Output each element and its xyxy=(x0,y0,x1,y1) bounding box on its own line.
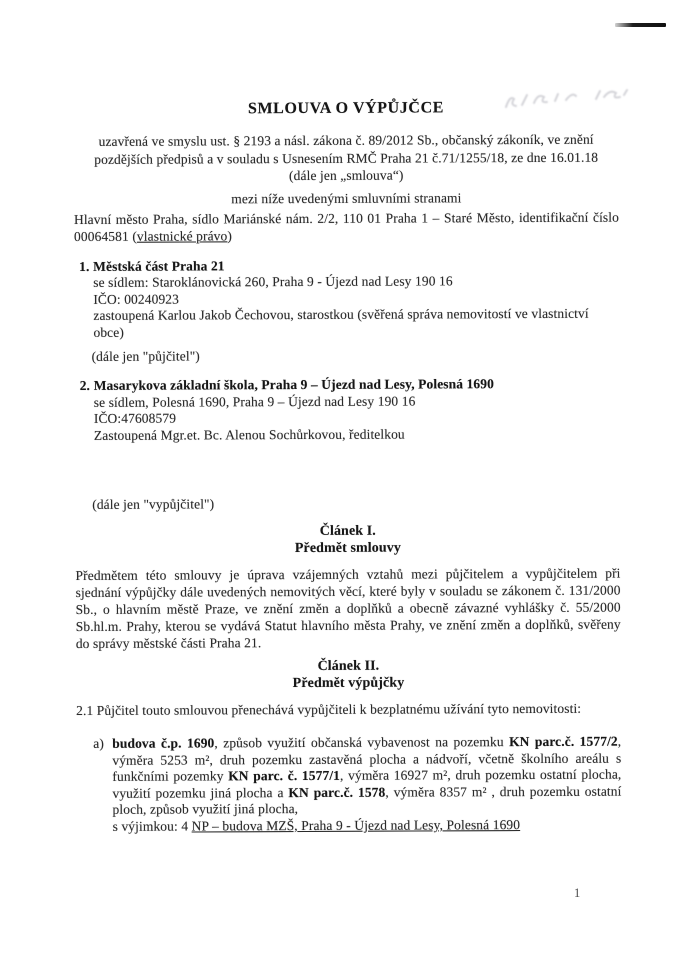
party-name: Masarykova základní škola, Praha 9 – Újezd nad Lesy, Polesná 1690 xyxy=(93,376,494,393)
article-2-number: Článek II. xyxy=(317,658,380,674)
article-1-body: Předmětem této smlouvy je úprava vzájemných vztahů mezi půjčitelem a vypůjčitelem při sjednání výpůjčky dále uvedených nemovitých věcí, které byly v souladu se zákonem č. 131/2000 Sb., o hlavním městě Praze, ve znění změn a doplňků a obecně závazné vyhlášky č. 55/2000 Sb.hl.m. Prahy, kterou se vydává Statut hlavního města Prahy, ve znění změn a doplňků, svěřeny do správy městské části Praha 21. xyxy=(75,565,621,651)
article-2-heading xyxy=(76,657,621,693)
lender-alias-line: (dále jen "půjčitel") xyxy=(91,348,200,364)
party-representative-line: zastoupená Karlou Jakob Čechovou, starostkou (svěřená správa nemovitostí ve vlastnictví obce) xyxy=(93,305,589,340)
property-item-a xyxy=(93,734,621,836)
item-a-label: a) xyxy=(93,735,104,751)
borrower-alias-line: (dále jen "vypůjčitel") xyxy=(92,496,215,512)
exception-line: s výjimkou: 4 NP – budova MZŠ, Praha 9 - Újezd nad Lesy, Polesná 1690 xyxy=(112,817,521,834)
party-details xyxy=(79,273,619,341)
party-ico-line: IČO: 00240923 xyxy=(93,291,180,307)
article-1-number: Článek I. xyxy=(319,523,376,539)
party-number: 2. xyxy=(79,377,91,393)
page-number: 1 xyxy=(574,886,581,900)
item-a-text: budova č.p. 1690, způsob využití občanská vybavenost na pozemku KN parc.č. 1577/2, výměra 5253 m², druh pozemku zastavěná plocha a nádvoří, včetně školního areálu s funkčními pozemky KN parc. č. 1577/1, výměra 16927 m², druh pozemku ostatní plocha, využití pozemku jiná plocha a KN parc.č. 1578, výměra 8357 m² , druh pozemku ostatní ploch, způsob využití jiná plocha, xyxy=(112,733,622,818)
clause-2-1: 2.1 Půjčitel touto smlouvou přenechává vypůjčiteli k bezplatnému užívání tyto nemovitosti: xyxy=(76,700,582,718)
document-content xyxy=(73,0,622,836)
scan-corner-line xyxy=(615,23,666,27)
party-block-lender xyxy=(79,256,619,341)
party-number: 1. xyxy=(79,258,90,274)
article-1-heading xyxy=(75,522,620,558)
party-representative-line: Zastoupená Mgr.et. Bc. Alenou Sochůrkovou, ředitelkou xyxy=(93,426,405,443)
party-details xyxy=(80,392,620,444)
party-block-borrower xyxy=(80,376,620,444)
party-name: Městská část Praha 21 xyxy=(93,257,225,274)
article-1-title: Předmět smlouvy xyxy=(294,540,401,557)
document-title: SMLOUVA O VÝPŮJČCE xyxy=(247,99,445,118)
party-ico-line: IČO:47608579 xyxy=(93,410,177,426)
article-2-title: Předmět výpůjčky xyxy=(292,675,405,692)
party-address-line: se sídlem: Staroklánovická 260, Praha 9 - Újezd nad Lesy 190 16 xyxy=(93,273,453,290)
preamble-paragraph: uzavřená ve smyslu ust. § 2193 a násl. zákona č. 89/2012 Sb., občanský zákoník, ve znění pozdějších předpisů a v souladu s Usnesením RMČ Praha 21 č.71/1255/18, ze dne 16.01.18 (dále jen „smlouva“) xyxy=(94,131,599,184)
party-address-line: se sídlem, Polesná 1690, Praha 9 – Újezd nad Lesy 190 16 xyxy=(93,393,416,410)
owner-paragraph: Hlavní město Praha, sídlo Mariánské nám. 2/2, 110 01 Praha 1 – Staré Město, identifikační číslo 00064581 (vlastnické právo) xyxy=(73,209,619,244)
between-parties-line: mezi níže uvedenými smluvními stranami xyxy=(231,189,462,206)
